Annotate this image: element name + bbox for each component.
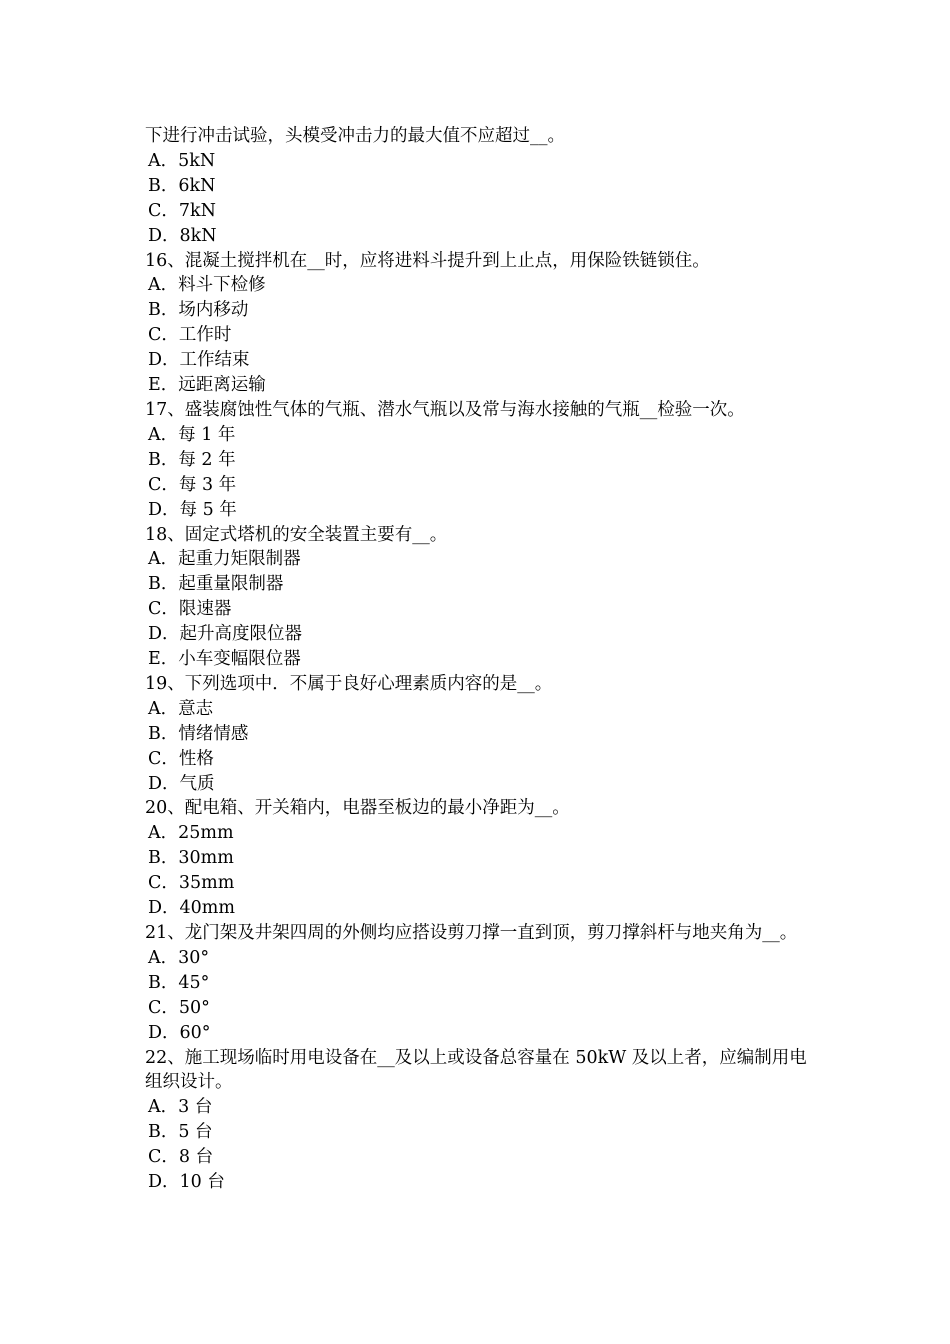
answer-option: D．10 台 (148, 1172, 225, 1193)
answer-option: B．情绪情感 (148, 723, 249, 744)
question-list (145, 124, 810, 1195)
answer-option: C．工作时 (148, 325, 232, 346)
answer-option: E．远距离运输 (148, 375, 266, 396)
answer-option: C．每 3 年 (148, 474, 237, 495)
answer-option: D．工作结束 (148, 350, 250, 371)
answer-option: C．50° (148, 997, 210, 1018)
question-text: 18、固定式塔机的安全装置主要有__。 (145, 524, 448, 545)
answer-option: A．3 台 (148, 1097, 213, 1118)
answer-option: B．45° (148, 972, 210, 993)
question-text: 17、盛装腐蚀性气体的气瓶、潜水气瓶以及常与海水接触的气瓶__检验一次。 (145, 399, 745, 420)
answer-option: D．8kN (148, 225, 217, 246)
answer-option: B．起重量限制器 (148, 574, 284, 595)
answer-option: C．35mm (148, 873, 235, 894)
answer-option: C．8 台 (148, 1147, 214, 1168)
answer-option: A．每 1 年 (148, 424, 236, 445)
question-text: 20、配电箱、开关箱内，电器至板边的最小净距为__。 (145, 798, 570, 819)
answer-option: D．40mm (148, 898, 235, 919)
answer-option: E．小车变幅限位器 (148, 649, 301, 670)
question-text: 22、施工现场临时用电设备在__及以上或设备总容量在 50kW 及以上者，应编制用电组织设计。 (145, 1047, 807, 1093)
answer-option: A．意志 (148, 698, 214, 719)
answer-option: B．30mm (148, 848, 234, 869)
answer-option: C．性格 (148, 748, 214, 769)
answer-option: B．场内移动 (148, 300, 249, 321)
answer-option: C．7kN (148, 200, 216, 221)
answer-option: A．5kN (148, 150, 216, 171)
answer-option: D．起升高度限位器 (148, 624, 303, 645)
question-text: 19、下列选项中．不属于良好心理素质内容的是__。 (145, 673, 553, 694)
answer-option: D．每 5 年 (148, 499, 237, 520)
answer-option: C．限速器 (148, 599, 232, 620)
answer-option: A．料斗下检修 (148, 275, 266, 296)
answer-option: B．每 2 年 (148, 449, 236, 470)
answer-option: B．6kN (148, 175, 216, 196)
question-text: 21、龙门架及井架四周的外侧均应搭设剪刀撑一直到顶，剪刀撑斜杆与地夹角为__。 (145, 923, 798, 943)
question-text: 16、混凝土搅拌机在__时，应将进料斗提升到上止点，用保险铁链锁住。 (145, 250, 710, 271)
answer-option: D．气质 (148, 773, 215, 794)
answer-option: A．25mm (148, 823, 234, 844)
question-text: 下进行冲击试验，头模受冲击力的最大值不应超过__。 (145, 126, 565, 146)
answer-option: B．5 台 (148, 1122, 213, 1143)
answer-option: D．60° (148, 1022, 211, 1043)
answer-option: A．30° (148, 947, 210, 968)
answer-option: A．起重力矩限制器 (148, 549, 301, 570)
